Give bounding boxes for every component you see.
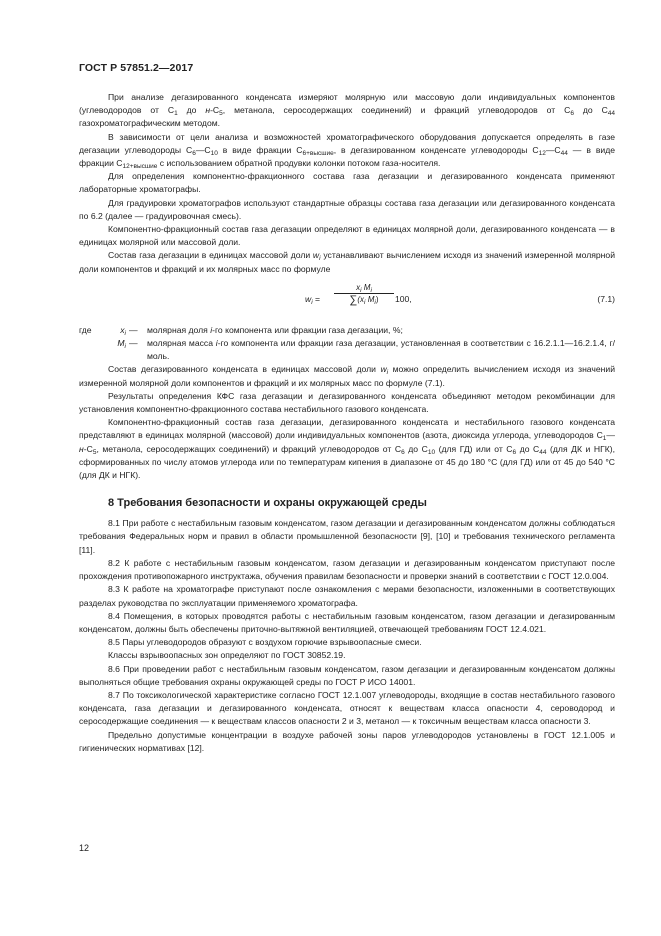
clause-8-4: 8.4 Помещения, в которых проводятся работы с нестабильным газовым конденсатом, газом дегазации и дегазированным конденсатом, должны быть обеспечены приточно-вытяжной вентиляцией, отвечающей требованиям ГОСТ 12.4.021. [79,610,615,634]
legend-row-m: $M_i$ — молярная масса i-го компонента или фракции газа дегазации, установленная в соответствии с 16.2.1.1—16.2.1.4, г/моль. [79,337,615,363]
legend-row-x: где $x_i$ — молярная доля i-го компонента или фракции газа дегазации, %; [79,324,403,337]
paragraph: Состав газа дегазации в единицах массовой доли $w_i$ устанавливают вычислением исходя из значений измеренной молярной доли компонентов и фракций и их молярных масс по формуле [79,250,616,274]
paragraph: Компонентно-фракционный состав газа дегазации, дегазированного конденсата и нестабильного газового конденсата представляют в единицах молярной (массовой) доли индивидуальных компонентов (азота, диоксида углерода, углеводородов $C_1—н-C_5$, метанола, серосодержащих соединений) и фракций углеводородов от $C_6$ до $C_{10}$ (для ГД) или от $C_6$ до $C_{44}$ (для ДК и НГК), сформированных по числу атомов углерода или по температурам кипения в диапазоне от 45 до 180 °C (для ГД) или от 45 до 540 °C (для ДК и НГК). [79,417,616,481]
paragraph: Для градуировки хроматографов используют стандартные образцы состава газа дегазации или дегазированного конденсата по 6.2 (далее — градуировочная смесь). [79,197,615,221]
section-heading: 8 Требования безопасности и охраны окружающей среды [108,497,427,510]
page-number: 12 [79,843,90,853]
paragraph: В зависимости от цели анализа и возможностей хроматографического оборудования допускается определять в газе дегазации углеводороды $C_6—C_{10}$ в виде фракции $C_{6+высшие}$, в дегазированном конденсате углеводороды $C_{12}—C_{44}$ — в виде фракции $C_{12+высшие}$ с использованием обратной продувки колонки потоком газа-носителя. [79,131,616,171]
clause-8-5-note: Классы взрывоопасных зон определяют по ГОСТ 30852.19. [108,650,346,661]
legend-symbol: $x_i$ [120,324,126,337]
paragraph: При анализе дегазированного конденсата измеряют молярную или массовую доли индивидуальных компонентов (углеводородов от $C_1$ до $н-C_5$, метанола, серосодержащих соединений) и фракций углеводородов от $C_6$ до $C_{44}$ газохроматографическим методом. [79,92,616,129]
legend-symbol: $M_i$ [117,338,126,351]
paragraph: Результаты определения КФС газа дегазации и дегазированного конденсата объединяют методом рекомбинации для установления компонентно-фракционного состава нестабильного газового конденсата. [79,390,615,415]
formula-numerator: $x_i$ $M_i$ [356,282,372,294]
formula-fraction [334,282,394,306]
clause-8-6: 8.6 При проведении работ с нестабильным газовым конденсатом, газом дегазации и дегазированным конденсатом должны выполняться общие требования охраны окружающей среды по ГОСТ Р ИСО 14001. [79,663,615,687]
clause-8-3: 8.3 К работе на хроматографе приступают после ознакомления с мерами безопасности, изложенными в соответствующих разделах руководства по эксплуатации применяемого хроматографа. [79,584,615,608]
clause-8-2: 8.2 К работе с нестабильным газовым конденсатом, газом дегазации и дегазированным конденсатом приступают после прохождения противопожарного инструктажа, обучения правилам безопасности и проверки знаний в соответствии с ГОСТ 12.0.004. [79,557,615,582]
clause-8-5: 8.5 Пары углеводородов образуют с воздухом горючие взрывоопасные смеси. [108,637,422,648]
clause-8-1: 8.1 При работе с нестабильным газовым конденсатом, газом дегазации и дегазированным конденсатом должны соблюдаться требования Федеральных норм и правил в области промышленной безопасности [9], [10] и требования технического регламента [11]. [79,518,615,555]
clause-8-7: 8.7 По токсикологической характеристике согласно ГОСТ 12.1.007 углеводороды, входящие в состав нестабильного газового конденсата, газа дегазации и дегазированного конденсата, относят к веществам класса опасности 4, сероводород и серосодержащие соединения — к веществам классов опасности 2 и 3, метанол — к токсичным веществам класса опасности 3. [79,689,615,727]
formula-legend [79,324,615,364]
formula-7-1 [79,278,615,323]
clause-8-7-note: Предельно допустимые концентрации в воздухе рабочей зоны паров углеводородов установлены в ГОСТ 12.1.005 и гигиенических нормативах [12]. [79,729,615,753]
formula-number: (7.1) [597,293,615,304]
sum-symbol: ∑ [349,293,358,306]
formula-lhs: $w_i$ = [305,293,321,306]
page-body [79,91,615,755]
paragraph: Состав дегазированного конденсата в единицах массовой доли $w_i$ можно определить вычислением исходя из значений измеренной молярной доли компонентов и фракций и их молярных масс по формуле (7.1). [79,364,616,388]
document-header: ГОСТ Р 57851.2—2017 [79,62,194,74]
paragraph: Для определения компонентно-фракционного состава газа дегазации и дегазированного конденсата применяют лабораторные хроматографы. [79,171,615,195]
formula-multiplier: 100, [395,293,412,304]
paragraph: Компонентно-фракционный состав газа дегазации определяют в единицах молярной доли, дегазированного конденсата — в единицах молярной или массовой доли. [79,224,615,248]
formula-denominator: $\sum(x_i$ $M_i$) [349,293,379,306]
legend-where-label: где [79,324,92,335]
